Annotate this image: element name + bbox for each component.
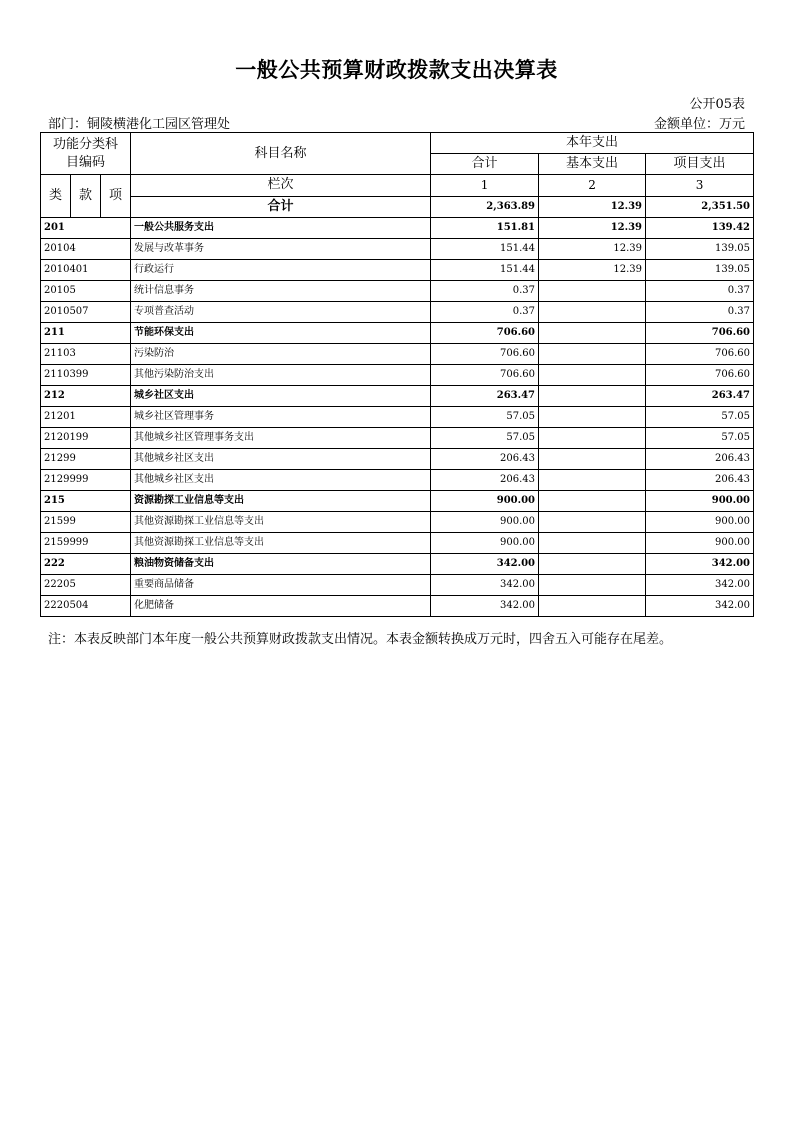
header-project: 项目支出 [646, 154, 754, 175]
row-code: 22205 [41, 575, 131, 596]
table-row [41, 323, 754, 344]
row-code: 2129999 [41, 470, 131, 491]
row-basic [539, 491, 646, 512]
row-basic: 12.39 [539, 218, 646, 239]
row-total: 342.00 [431, 554, 539, 575]
row-subject-name: 城乡社区管理事务 [131, 407, 431, 428]
row-project: 706.60 [646, 323, 754, 344]
total-project: 2,351.50 [646, 196, 754, 218]
row-subject-name: 其他资源勘探工业信息等支出 [131, 533, 431, 554]
table-row [41, 239, 754, 260]
row-total: 206.43 [431, 449, 539, 470]
row-basic [539, 533, 646, 554]
row-basic [539, 302, 646, 323]
row-project: 139.05 [646, 260, 754, 281]
row-project: 0.37 [646, 281, 754, 302]
row-total: 0.37 [431, 281, 539, 302]
row-code: 2120199 [41, 428, 131, 449]
row-subject-name: 其他城乡社区支出 [131, 470, 431, 491]
row-subject-name: 粮油物资储备支出 [131, 554, 431, 575]
row-total: 0.37 [431, 302, 539, 323]
row-basic [539, 449, 646, 470]
row-project: 57.05 [646, 428, 754, 449]
row-basic [539, 365, 646, 386]
row-basic [539, 344, 646, 365]
row-basic [539, 575, 646, 596]
table-row [41, 407, 754, 428]
table-row [41, 575, 754, 596]
column-number-1: 1 [431, 175, 539, 197]
row-subject-name: 行政运行 [131, 260, 431, 281]
table-row [41, 386, 754, 407]
row-total: 57.05 [431, 407, 539, 428]
row-code: 21103 [41, 344, 131, 365]
footnote: 注：本表反映部门本年度一般公共预算财政拨款支出情况。本表金额转换成万元时，四舍五入可能存在尾差。 [48, 632, 673, 647]
row-project: 900.00 [646, 512, 754, 533]
row-total: 206.43 [431, 470, 539, 491]
header-column-label: 栏次 [131, 175, 431, 197]
row-code: 2110399 [41, 365, 131, 386]
table-row [41, 596, 754, 617]
row-project: 342.00 [646, 554, 754, 575]
row-total: 151.44 [431, 239, 539, 260]
row-subject-name: 其他城乡社区管理事务支出 [131, 428, 431, 449]
row-code: 20105 [41, 281, 131, 302]
table-row [41, 512, 754, 533]
row-project: 206.43 [646, 449, 754, 470]
row-basic [539, 407, 646, 428]
row-subject-name: 节能环保支出 [131, 323, 431, 344]
row-subject-name: 其他城乡社区支出 [131, 449, 431, 470]
row-basic [539, 386, 646, 407]
row-code: 212 [41, 386, 131, 407]
unit-label: 金额单位：万元 [653, 117, 745, 132]
table-row [41, 428, 754, 449]
table-row [41, 302, 754, 323]
header-total: 合计 [431, 154, 539, 175]
row-total: 706.60 [431, 344, 539, 365]
row-subject-name: 其他污染防治支出 [131, 365, 431, 386]
column-number-3: 3 [646, 175, 754, 197]
row-code: 2220504 [41, 596, 131, 617]
row-project: 139.42 [646, 218, 754, 239]
row-subject-name: 专项普查活动 [131, 302, 431, 323]
row-total: 57.05 [431, 428, 539, 449]
total-sum: 2,363.89 [431, 196, 539, 218]
row-total: 151.81 [431, 218, 539, 239]
header-subject-name: 科目名称 [131, 133, 431, 175]
table-row [41, 281, 754, 302]
row-subject-name: 统计信息事务 [131, 281, 431, 302]
table-row [41, 218, 754, 239]
row-basic [539, 596, 646, 617]
row-subject-name: 发展与改革事务 [131, 239, 431, 260]
row-code: 222 [41, 554, 131, 575]
column-number-2: 2 [539, 175, 646, 197]
row-code: 21599 [41, 512, 131, 533]
row-code: 21299 [41, 449, 131, 470]
header-current-year: 本年支出 [431, 133, 754, 154]
row-project: 0.37 [646, 302, 754, 323]
table-row [41, 533, 754, 554]
row-total: 342.00 [431, 575, 539, 596]
row-basic [539, 428, 646, 449]
header-lei: 类 [41, 175, 71, 218]
row-total: 342.00 [431, 596, 539, 617]
row-total: 151.44 [431, 260, 539, 281]
row-total: 263.47 [431, 386, 539, 407]
row-subject-name: 污染防治 [131, 344, 431, 365]
row-project: 900.00 [646, 533, 754, 554]
header-basic: 基本支出 [539, 154, 646, 175]
table-row [41, 449, 754, 470]
row-subject-name: 其他资源勘探工业信息等支出 [131, 512, 431, 533]
row-project: 263.47 [646, 386, 754, 407]
row-project: 57.05 [646, 407, 754, 428]
table-row [41, 344, 754, 365]
row-code: 21201 [41, 407, 131, 428]
row-basic [539, 281, 646, 302]
header-kuan: 款 [71, 175, 101, 218]
row-basic [539, 470, 646, 491]
row-subject-name: 一般公共服务支出 [131, 218, 431, 239]
row-code: 201 [41, 218, 131, 239]
row-code: 215 [41, 491, 131, 512]
department-label: 部门：铜陵横港化工园区管理处 [48, 117, 231, 132]
row-project: 706.60 [646, 344, 754, 365]
table-row [41, 365, 754, 386]
row-code: 2010507 [41, 302, 131, 323]
table-row [41, 470, 754, 491]
row-project: 342.00 [646, 596, 754, 617]
page-title: 一般公共预算财政拨款支出决算表 [235, 58, 558, 82]
row-total: 900.00 [431, 491, 539, 512]
row-code: 211 [41, 323, 131, 344]
row-project: 900.00 [646, 491, 754, 512]
row-project: 139.05 [646, 239, 754, 260]
row-basic [539, 554, 646, 575]
total-label: 合计 [131, 196, 431, 218]
table-row [41, 260, 754, 281]
row-project: 706.60 [646, 365, 754, 386]
header-xiang: 项 [101, 175, 131, 218]
table-row [41, 554, 754, 575]
row-total: 706.60 [431, 365, 539, 386]
row-total: 900.00 [431, 512, 539, 533]
row-basic [539, 512, 646, 533]
header-func-code: 功能分类科 目编码 [41, 133, 131, 175]
total-basic: 12.39 [539, 196, 646, 218]
row-subject-name: 化肥储备 [131, 596, 431, 617]
row-project: 206.43 [646, 470, 754, 491]
row-basic: 12.39 [539, 239, 646, 260]
row-subject-name: 资源勘探工业信息等支出 [131, 491, 431, 512]
row-basic [539, 323, 646, 344]
row-code: 2159999 [41, 533, 131, 554]
table-row [41, 491, 754, 512]
row-code: 20104 [41, 239, 131, 260]
row-total: 900.00 [431, 533, 539, 554]
row-total: 706.60 [431, 323, 539, 344]
row-project: 342.00 [646, 575, 754, 596]
expenditure-table [40, 132, 754, 617]
row-subject-name: 城乡社区支出 [131, 386, 431, 407]
row-subject-name: 重要商品储备 [131, 575, 431, 596]
row-code: 2010401 [41, 260, 131, 281]
row-basic: 12.39 [539, 260, 646, 281]
form-number: 公开05表 [689, 97, 745, 112]
